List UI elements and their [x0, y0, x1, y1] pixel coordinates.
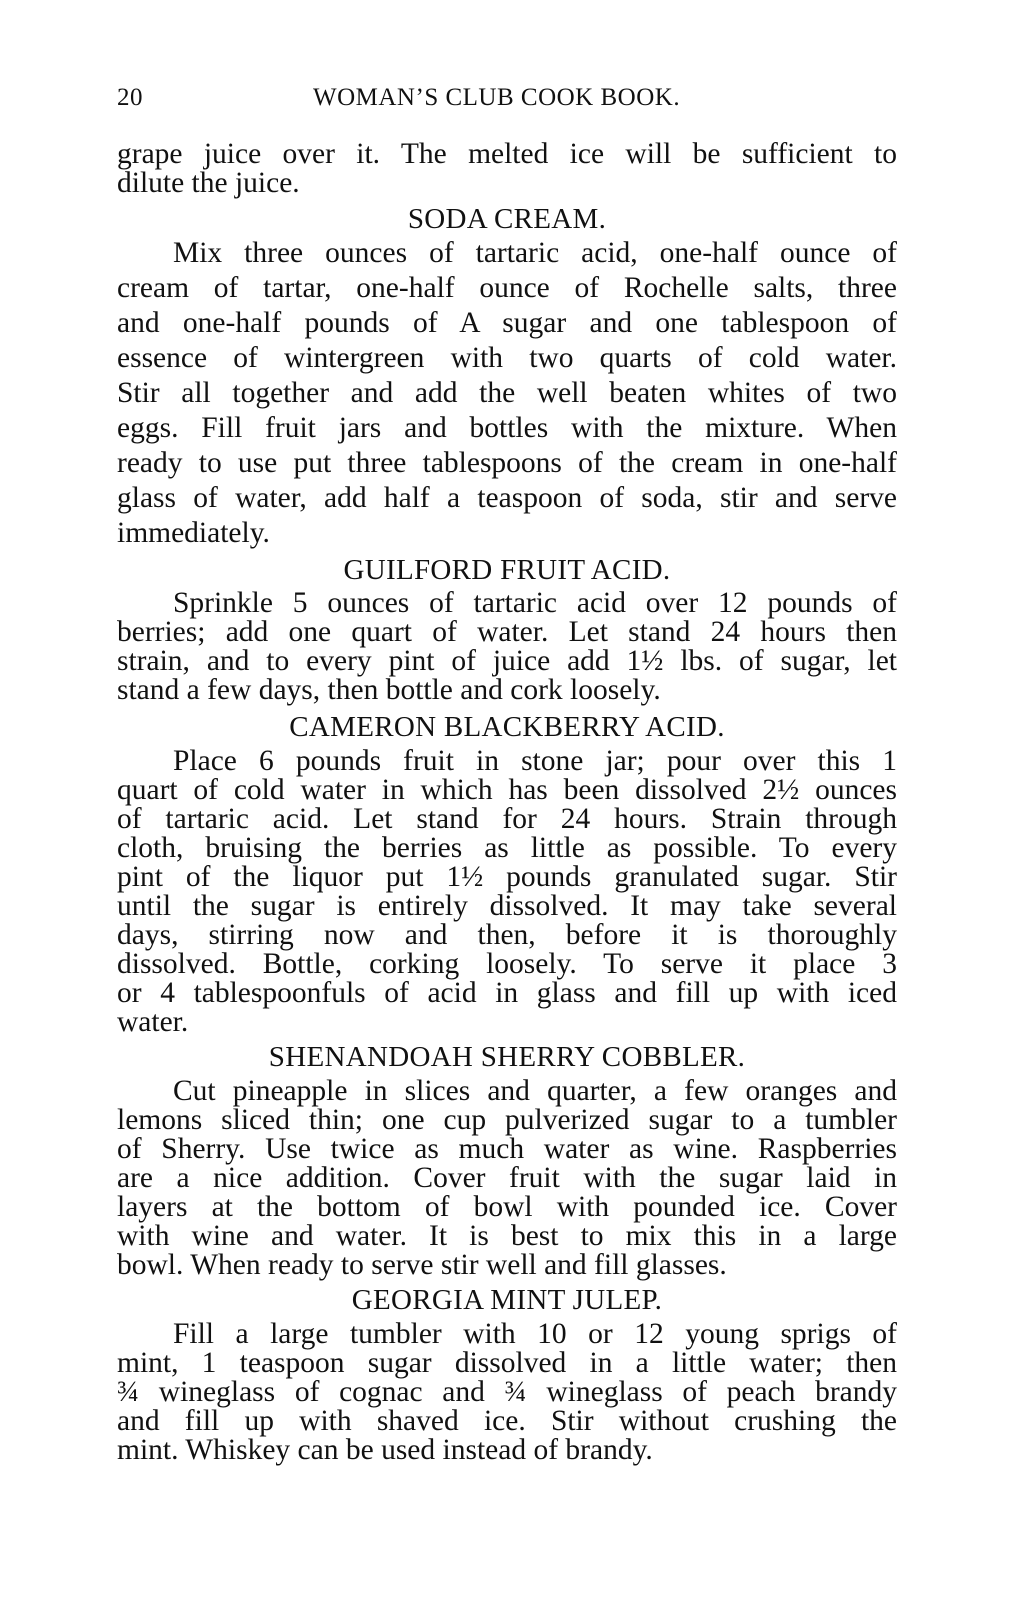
text-line: mint, 1 teaspoon sugar dissolved in a little water; then — [117, 1347, 897, 1379]
recipe-heading-cameron-blackberry-acid: CAMERON BLACKBERRY ACID. — [289, 711, 725, 743]
text-line: and one-half pounds of A sugar and one tablespoon of — [117, 307, 897, 339]
text-line: of tartaric acid. Let stand for 24 hours. Strain through — [117, 803, 897, 835]
recipe-body-georgia-mint-julep — [117, 1320, 897, 1465]
text-line: immediately. — [117, 517, 270, 549]
text-line: ¾ wineglass of cognac and ¾ wineglass of peach brandy — [117, 1376, 897, 1408]
recipe-heading-shenandoah-sherry-cobbler: SHENANDOAH SHERRY COBBLER. — [268, 1041, 746, 1073]
running-header — [117, 74, 897, 120]
running-title: WOMAN’S CLUB COOK BOOK. — [313, 84, 681, 111]
text-line: Fill a large tumbler with 10 or 12 young sprigs of — [173, 1318, 897, 1350]
recipe-body-cameron-blackberry-acid — [117, 747, 897, 1037]
text-line: water. — [117, 1006, 189, 1038]
text-line: and fill up with shaved ice. Stir without crushing the — [117, 1405, 897, 1437]
text-line: are a nice addition. Cover fruit with the sugar laid in — [117, 1162, 897, 1194]
text-line: Mix three ounces of tartaric acid, one-half ounce of — [173, 237, 897, 269]
text-line: quart of cold water in which has been dissolved 2½ ounces — [117, 774, 897, 806]
recipe-heading-georgia-mint-julep: GEORGIA MINT JULEP. — [351, 1284, 663, 1316]
text-line: pint of the liquor put 1½ pounds granulated sugar. Stir — [117, 861, 897, 893]
text-line: eggs. Fill fruit jars and bottles with the mixture. When — [117, 412, 897, 444]
text-line: strain, and to every pint of juice add 1½ lbs. of sugar, let — [117, 645, 897, 677]
text-line: until the sugar is entirely dissolved. It may take several — [117, 890, 897, 922]
text-line: days, stirring now and then, before it is thoroughly — [117, 919, 897, 951]
text-line: essence of wintergreen with two quarts of cold water. — [117, 342, 897, 374]
text-line: Stir all together and add the well beaten whites of two — [117, 377, 897, 409]
page-number: 20 — [117, 84, 143, 111]
text-line: berries; add one quart of water. Let stand 24 hours then — [117, 616, 897, 648]
book-page — [117, 74, 897, 1465]
text-line: mint. Whiskey can be used instead of brandy. — [117, 1434, 653, 1466]
text-line: lemons sliced thin; one cup pulverized sugar to a tumbler — [117, 1104, 897, 1136]
text-line: grape juice over it. The melted ice will be sufficient to — [117, 138, 897, 170]
text-line: ready to use put three tablespoons of the cream in one-half — [117, 447, 897, 479]
text-line: Cut pineapple in slices and quarter, a few oranges and — [173, 1075, 897, 1107]
text-line: cloth, bruising the berries as little as possible. To every — [117, 832, 897, 864]
text-line: stand a few days, then bottle and cork loosely. — [117, 674, 661, 706]
text-line: dilute the juice. — [117, 167, 300, 199]
recipe-heading-soda-cream: SODA CREAM. — [407, 203, 607, 235]
continuation-paragraph — [117, 140, 897, 198]
recipe-body-shenandoah-sherry-cobbler — [117, 1077, 897, 1280]
text-line: glass of water, add half a teaspoon of soda, stir and serve — [117, 482, 897, 514]
text-line: with wine and water. It is best to mix this in a large — [117, 1220, 897, 1252]
text-line: Place 6 pounds fruit in stone jar; pour over this 1 — [173, 745, 897, 777]
text-line: cream of tartar, one-half ounce of Rochelle salts, three — [117, 272, 897, 304]
text-line: dissolved. Bottle, corking loosely. To serve it place 3 — [117, 948, 897, 980]
text-line: Sprinkle 5 ounces of tartaric acid over 12 pounds of — [173, 587, 897, 619]
recipe-body-guilford-fruit-acid — [117, 589, 897, 705]
text-line: of Sherry. Use twice as much water as wine. Raspberries — [117, 1133, 897, 1165]
recipe-body-soda-cream — [117, 236, 897, 551]
text-line: layers at the bottom of bowl with pounded ice. Cover — [117, 1191, 897, 1223]
text-line: bowl. When ready to serve stir well and fill glasses. — [117, 1249, 727, 1281]
text-line: or 4 tablespoonfuls of acid in glass and fill up with iced — [117, 977, 897, 1009]
recipe-heading-guilford-fruit-acid: GUILFORD FRUIT ACID. — [343, 554, 671, 586]
